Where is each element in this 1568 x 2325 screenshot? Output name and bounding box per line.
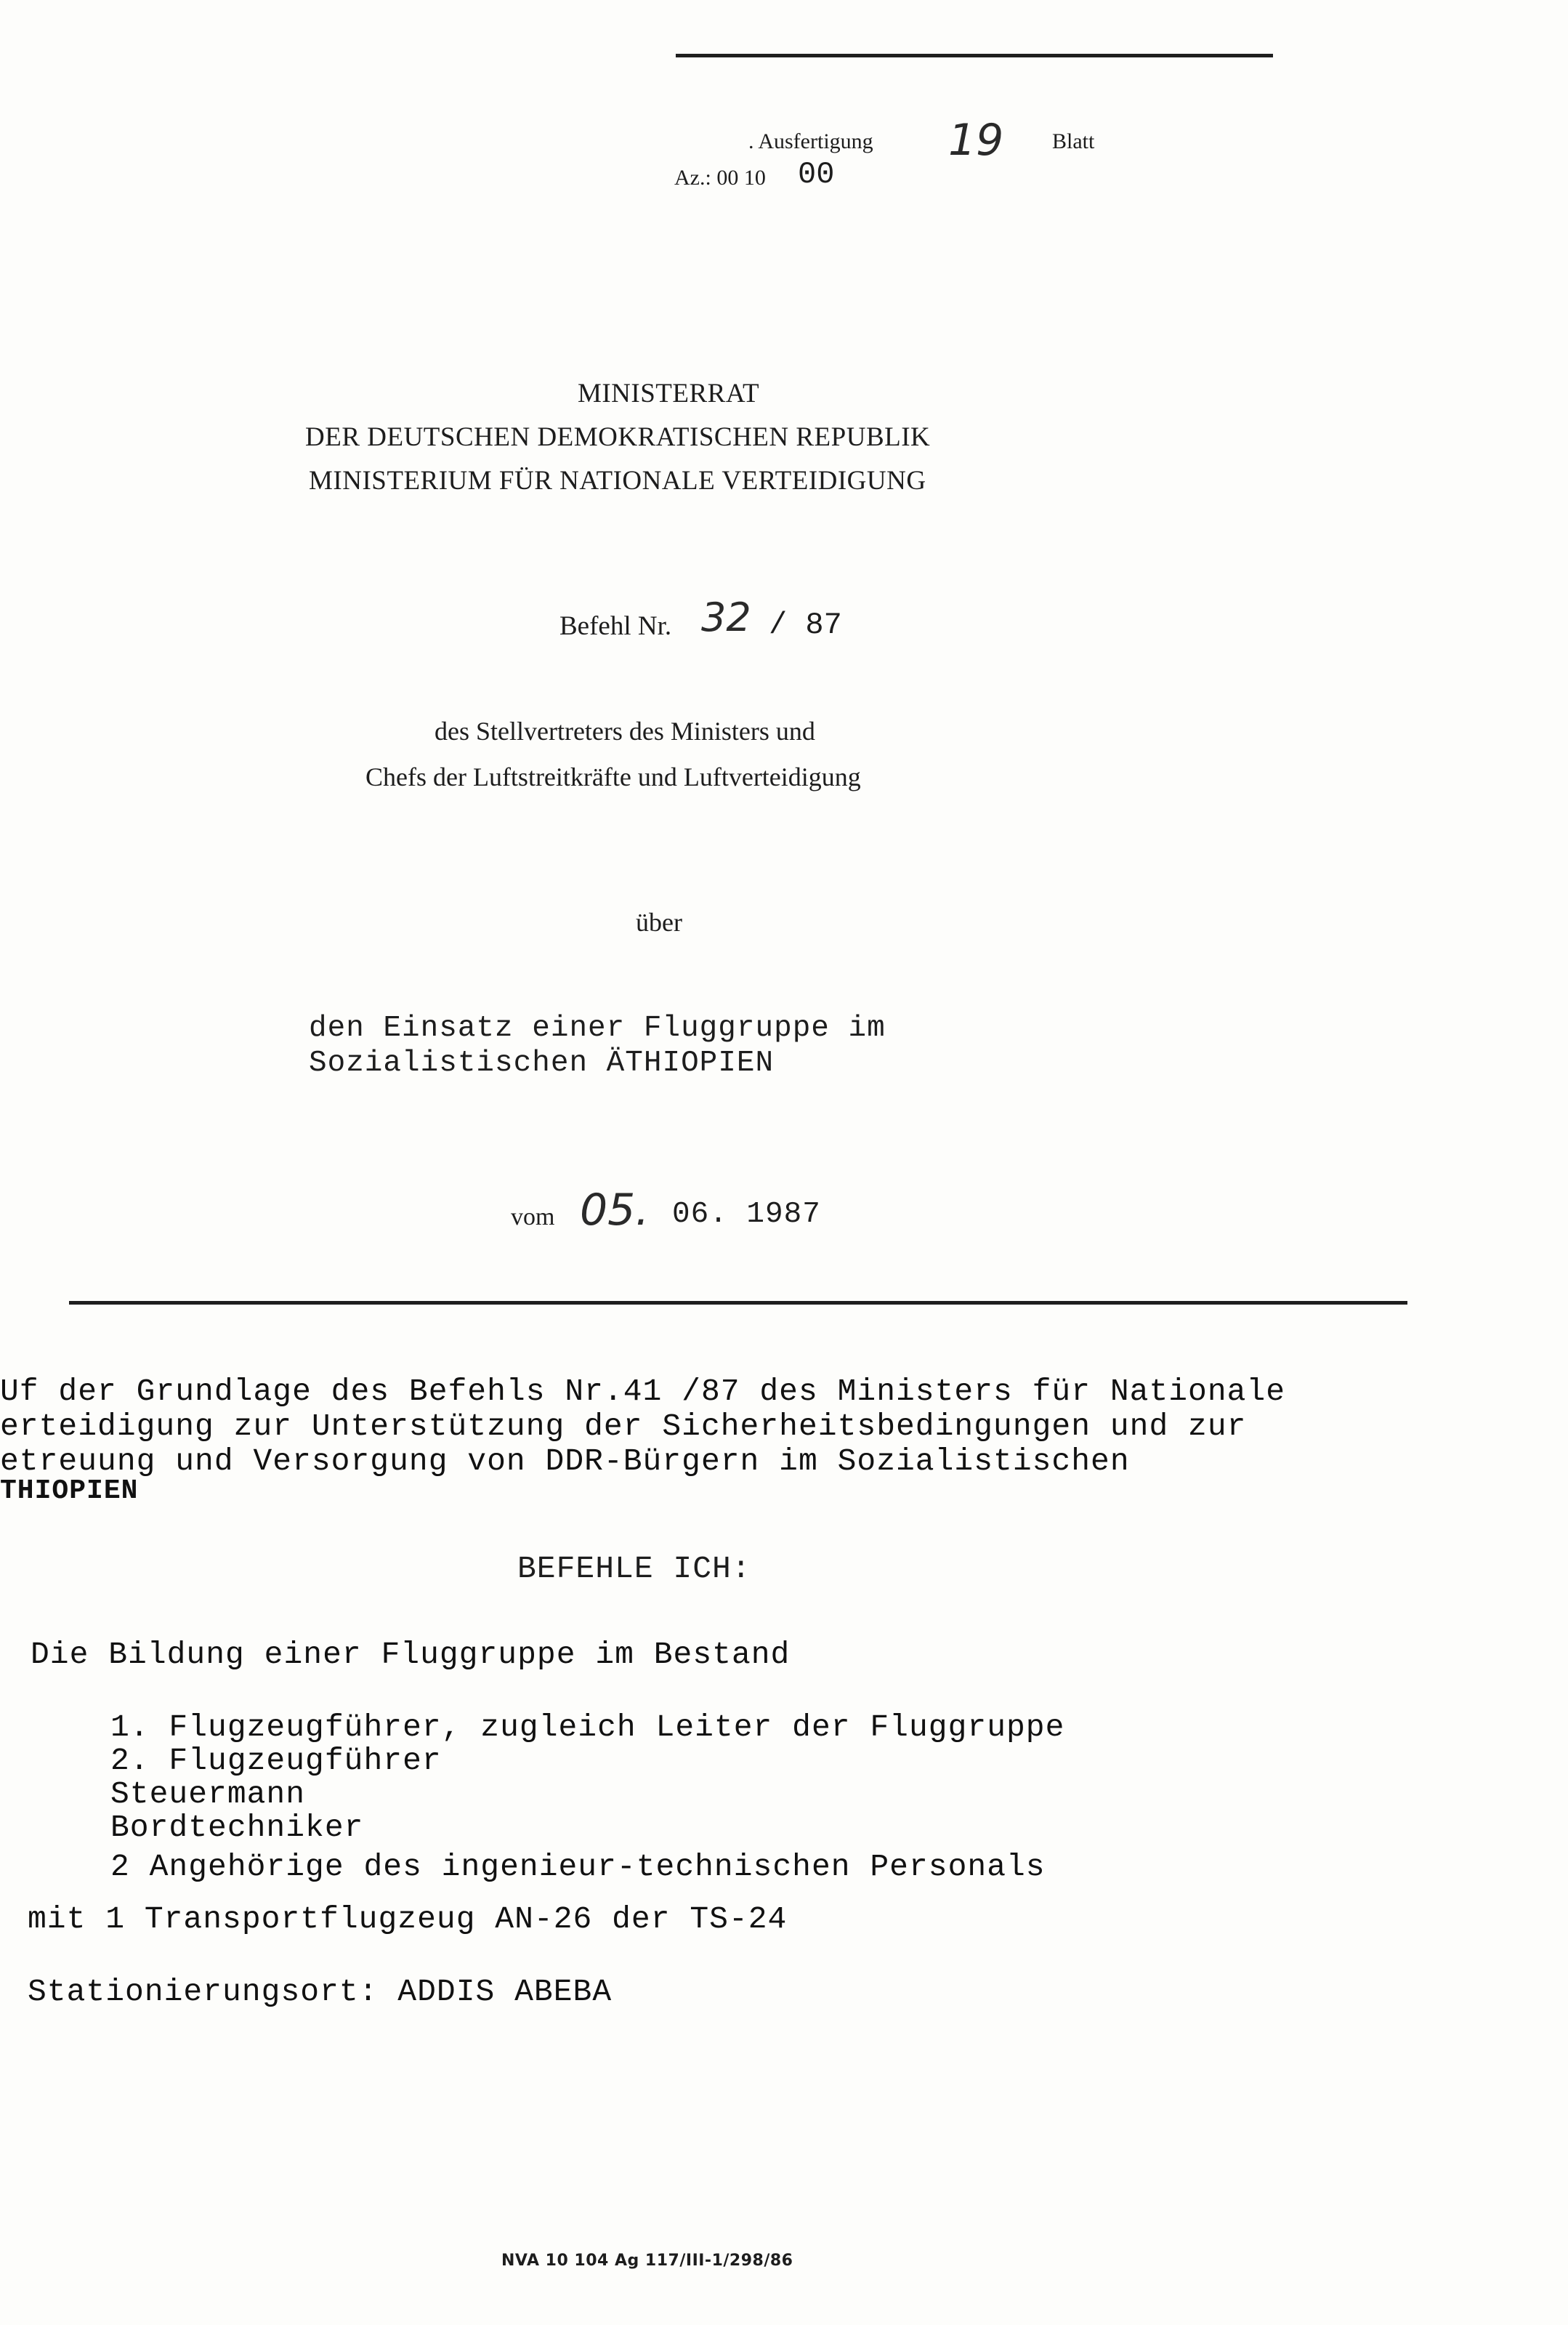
footer-code: NVA 10 104 Ag 117/III-1/298/86 <box>501 2252 793 2270</box>
authority-line-1: MINISTERRAT <box>577 379 760 408</box>
ausfertigung-label: . Ausfertigung <box>748 129 873 153</box>
order-number: 32 <box>701 595 751 640</box>
middle-rule <box>69 1301 1407 1305</box>
preamble-line-1: Uf der Grundlage des Befehls Nr.41 /87 des Ministers für Nationale <box>0 1374 1286 1409</box>
top-rule <box>676 54 1273 57</box>
issuer-line-1: des Stellvertreters des Ministers und <box>435 717 815 746</box>
date-vom: vom <box>511 1204 555 1230</box>
body-item-2: 2. Flugzeugführer <box>110 1743 442 1778</box>
body-aircraft: mit 1 Transportflugzeug AN-26 der TS-24 <box>28 1901 788 1937</box>
az-label: Az.: 00 10 <box>674 166 766 190</box>
body-intro: Die Bildung einer Fluggruppe im Bestand <box>31 1637 791 1672</box>
subject-line-1: den Einsatz einer Fluggruppe im <box>309 1012 886 1045</box>
body-station: Stationierungsort: ADDIS ABEBA <box>28 1974 613 2010</box>
issuer-line-2: Chefs der Luftstreitkräfte und Luftverteidigung <box>365 762 861 791</box>
preamble-line-3: etreuung und Versorgung von DDR-Bürgern im Sozialistischen <box>0 1443 1130 1479</box>
az-suffix: 00 <box>798 157 835 192</box>
body-item-1: 1. Flugzeugführer, zugleich Leiter der Fluggruppe <box>110 1709 1065 1745</box>
order-label: Befehl Nr. <box>559 611 672 641</box>
subject-line-2: Sozialistischen ÄTHIOPIEN <box>309 1047 775 1080</box>
date-day: 05. <box>580 1185 650 1236</box>
preamble-line-4: THIOPIEN <box>0 1475 139 1507</box>
blatt-label: Blatt <box>1052 129 1095 153</box>
body-item-5: 2 Angehörige des ingenieur-technischen Personals <box>110 1849 1046 1885</box>
body-item-4: Bordtechniker <box>110 1810 364 1845</box>
command-heading: BEFEHLE ICH: <box>517 1551 751 1587</box>
ausfertigung-number: 19 <box>948 115 1004 166</box>
preamble-line-2: erteidigung zur Unterstützung der Sicherheitsbedingungen und zur <box>0 1409 1247 1444</box>
date-rest: 06. 1987 <box>672 1198 821 1231</box>
authority-line-3: MINISTERIUM FÜR NATIONALE VERTEIDIGUNG <box>309 466 926 496</box>
order-year: / 87 <box>769 608 842 642</box>
body-item-3: Steuermann <box>110 1776 306 1812</box>
ueber-label: über <box>636 908 682 937</box>
authority-line-2: DER DEUTSCHEN DEMOKRATISCHEN REPUBLIK <box>305 422 931 452</box>
